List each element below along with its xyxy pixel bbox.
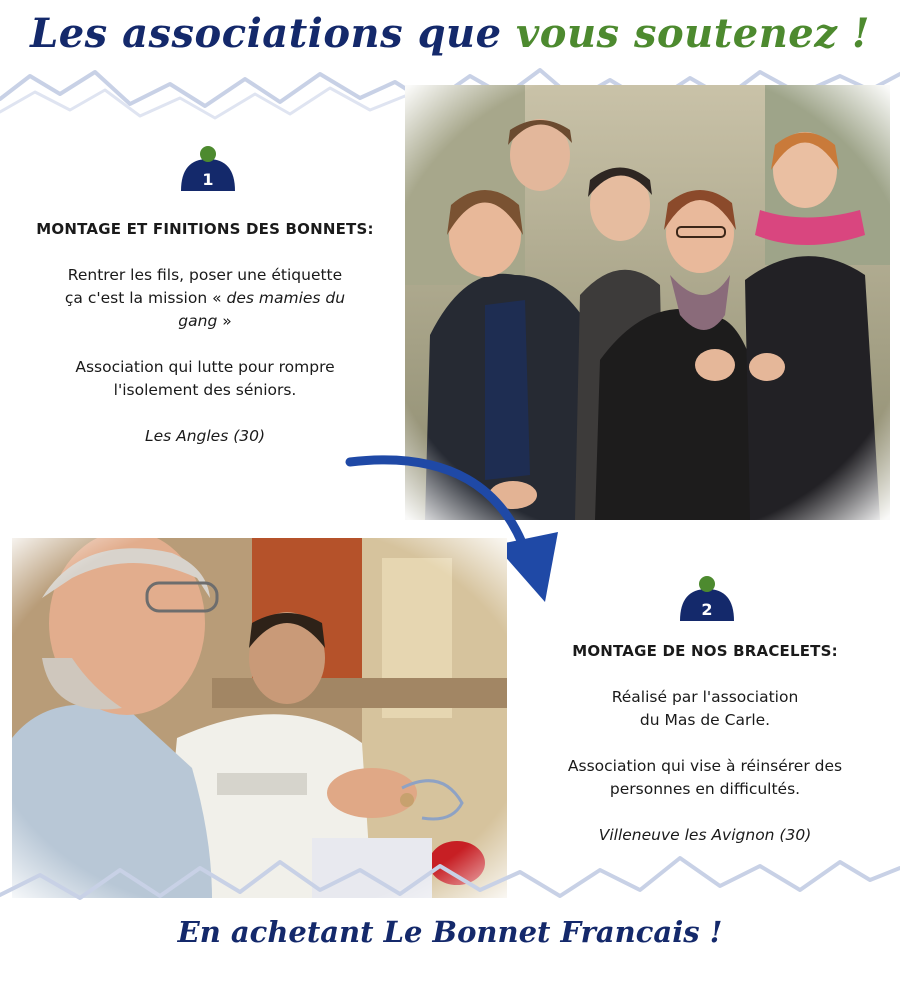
footer-slogan: En achetant Le Bonnet Francais ! [177,915,723,949]
step-1-number: 1 [202,170,214,189]
page-title [0,10,900,57]
section-1-line-3: gang » [178,312,232,330]
section-1-place: Les Angles (30) [144,427,266,445]
section-1-line-4: Association qui lutte pour rompre [75,358,335,376]
bottom-zigzag-decoration [0,840,900,910]
section-2-place: Villeneuve les Avignon (30) [598,826,812,844]
section-1-heading: MONTAGE ET FINITIONS DES BONNETS: [36,220,374,238]
section-2-heading: MONTAGE DE NOS BRACELETS: [572,642,838,660]
step-2-number: 2 [701,600,713,619]
step-1-badge [177,145,239,191]
title-part-1: Les associations que [30,10,502,57]
title-part-2: vous soutenez ! [516,10,870,57]
section-2-text [520,640,890,847]
section-2-line-4: personnes en difficultés. [609,780,801,798]
section-2-line-3: Association qui vise à réinsérer des [567,757,843,775]
section-1-line-5: l'isolement des séniors. [113,381,297,399]
section-2-line-2: du Mas de Carle. [639,711,771,729]
section-1-line-1: Rentrer les fils, poser une étiquette [67,266,343,284]
step-2-badge [676,575,738,621]
section-1-line-2: ça c'est la mission « des mamies du [64,289,346,307]
section-2-line-1: Réalisé par l'association [611,688,799,706]
section-1-text [20,218,390,448]
